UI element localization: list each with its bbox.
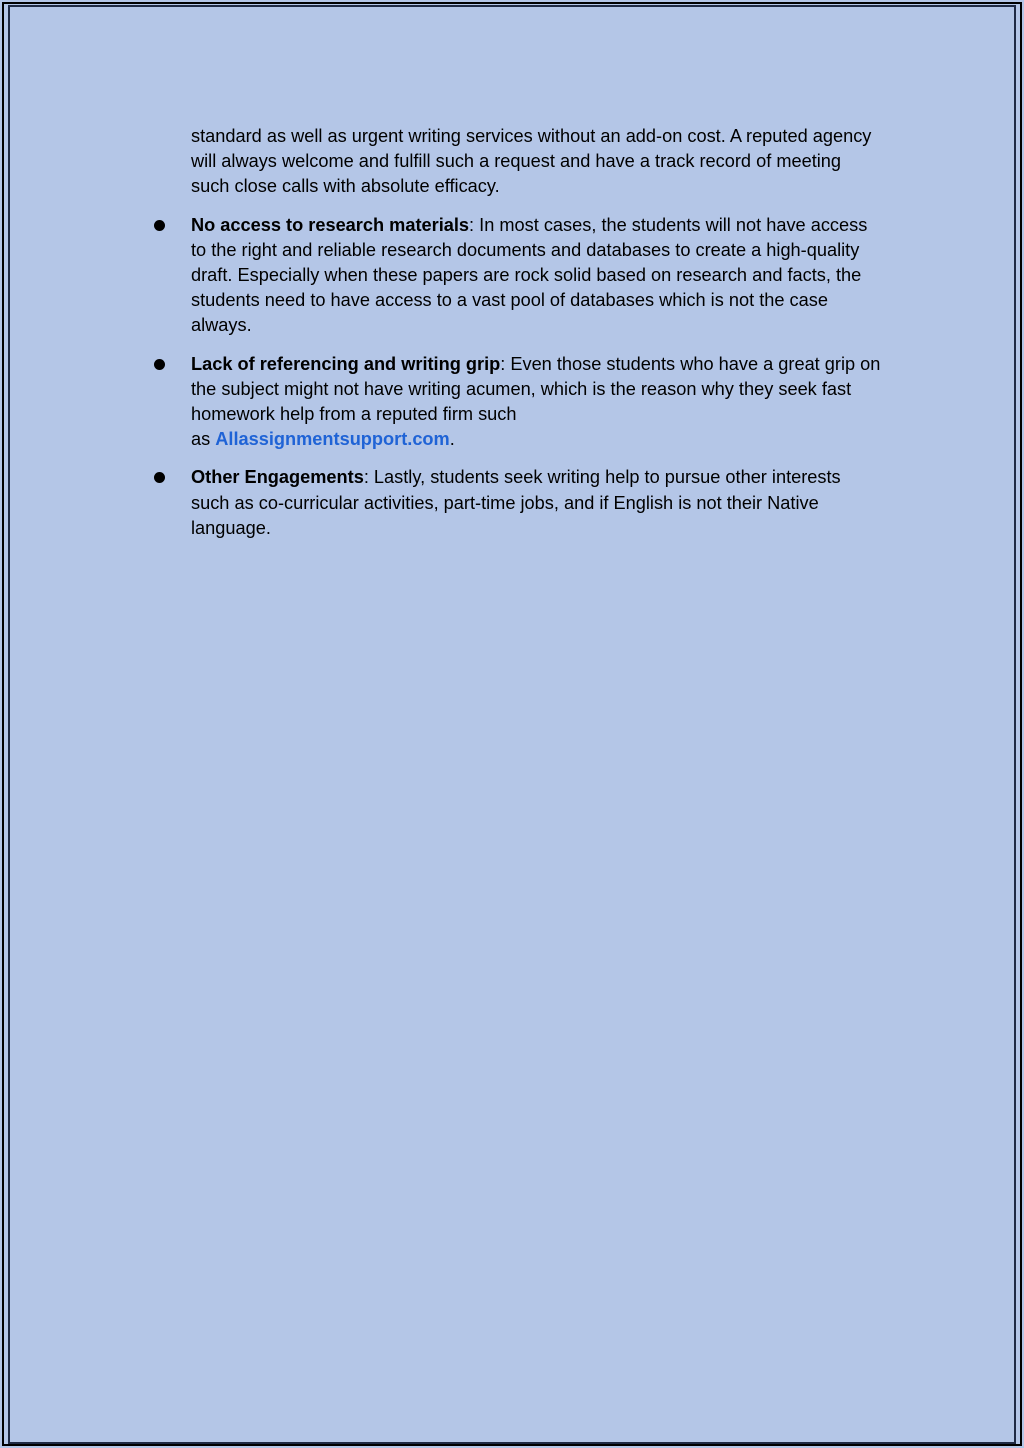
list-item — [191, 465, 881, 541]
list-item-text: : Lastly, students seek writing help to pursue other interests such as co-curricular activities, part-time jobs, and if English is not their Native language. — [191, 467, 841, 538]
document-body — [191, 124, 881, 554]
list-item-term: Lack of referencing and writing grip — [191, 353, 501, 374]
bullet-icon — [154, 220, 165, 231]
list-item-text-prefix: as — [191, 429, 216, 450]
list-item-term: Other Engagements — [191, 467, 364, 488]
bullet-icon — [154, 359, 165, 370]
list-item-text: : In most cases, the students will not have access to the right and reliable research documents and databases to create a high-quality draft. Especially when these papers are rock solid based on research and facts, the students need to have access to a vast pool of databases which is not the case always. — [191, 214, 868, 336]
website-link[interactable]: Allassignmentsupport.com — [215, 429, 450, 450]
intro-paragraph: standard as well as urgent writing services without an add-on cost. A reputed agency will always welcome and fulfill such a request and have a track record of meeting such close calls with absolute efficacy. — [191, 126, 872, 197]
list-item — [191, 352, 881, 453]
list-item — [191, 213, 881, 339]
list-item-text-suffix: . — [449, 429, 455, 450]
list-item-text: : Even those students who have a great grip on the subject might not have writing acumen, which is the reason why they seek fast homework help from a reputed firm such — [191, 353, 881, 425]
list-item-term: No access to research materials — [191, 214, 470, 235]
